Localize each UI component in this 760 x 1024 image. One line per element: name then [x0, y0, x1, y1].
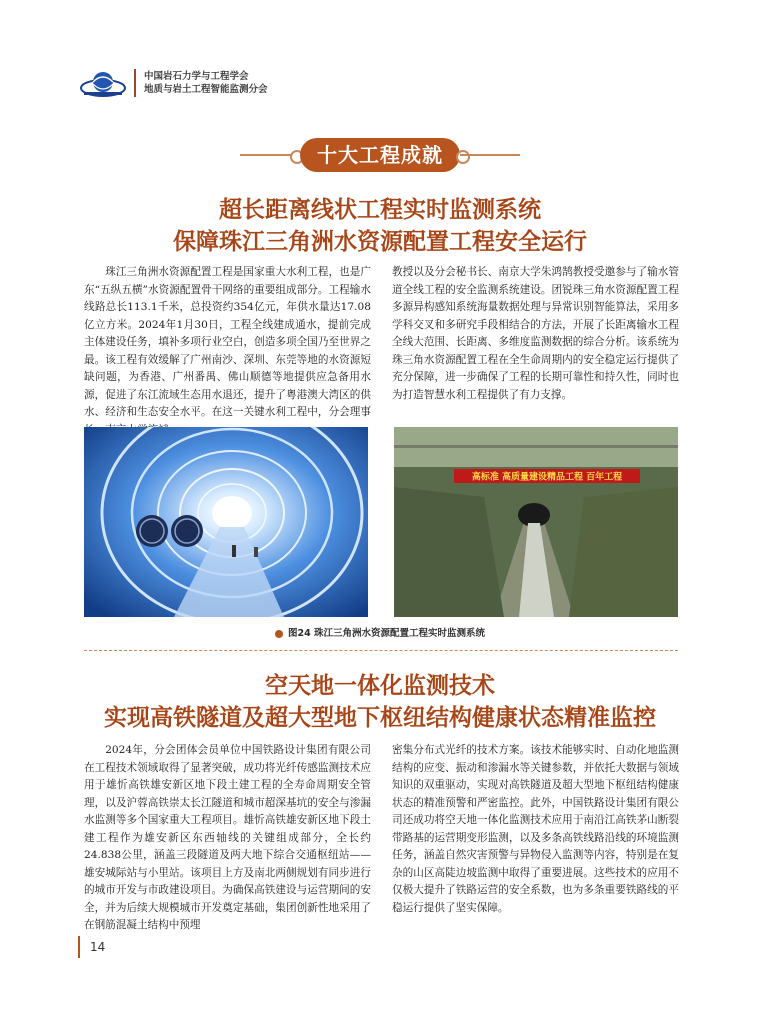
- tunnel-illustration: [84, 427, 368, 617]
- page-number: 14: [90, 940, 106, 954]
- tunnel-portal-illustration: [394, 427, 678, 617]
- slogan-banner-text: 高标准 高质量建设精品工程 百年工程: [471, 472, 623, 483]
- article2-paragraph2: 密集分布式光纤的技术方案。该技术能够实时、自动化地监测结构的应变、振动和渗漏水等关键参数，并依托大数据与领域知识的双重驱动，实现对高铁隧道及超大型地下枢纽结构健康状态的精准预警和严密监控。此外，中国铁路设计集团有限公司还成功将空天地一体化监测技术应用于南沿江高铁茅山断裂带路基的运营期变形监测，以及多条高铁线路沿线的环境监测任务，涵盖自然灾害预警与异物侵入监测等内容，特别是在复杂的山区高陡边坡监测中取得了重要进展。这些技术的应用不仅极大提升了铁路运营的安全系数，也为多条重要铁路线的平稳运行提供了坚实保障。: [392, 744, 679, 914]
- article1-title-line1: 超长距离线状工程实时监测系统: [219, 197, 541, 223]
- page-number-bar: [78, 936, 80, 958]
- badge-line-right: [460, 154, 520, 156]
- tunnel-portal-photo: [394, 427, 678, 617]
- figure-caption: [0, 625, 760, 639]
- section-badge-area: [150, 128, 610, 180]
- article1-column2: [392, 264, 679, 404]
- article1-column1: [84, 264, 371, 439]
- journal-header: [78, 66, 268, 100]
- org-line-1: 中国岩石力学与工程学会: [144, 71, 249, 82]
- tunnel-interior-photo: [84, 427, 368, 617]
- caption-text: 图24 珠江三角洲水资源配置工程实时监测系统: [287, 628, 486, 639]
- organization-name: [144, 70, 268, 96]
- caption-bullet-icon: [275, 630, 283, 638]
- article1-paragraph2: 教授以及分会秘书长、南京大学朱鸿鹄教授受邀参与了输水管道全线工程的安全监测系统建设。团锐珠三角水资源配置工程多源异构感知系统海量数据处理与异常识别智能算法，采用多学科交叉和多研究手段相结合的方法，开展了长距离输水工程全线大范围、长距离、多维度监测数据的综合分析。该系统为珠三角水资源配置工程在全生命周期内的安全稳定运行提供了充分保障，进一步确保了工程的长期可靠性和持久性，同时也为打造智慧水利工程提供了有力支撑。: [392, 266, 679, 401]
- section-divider: [84, 650, 678, 651]
- article2-title-line1: 空天地一体化监测技术: [265, 673, 495, 699]
- section-badge: 十大工程成就: [300, 138, 460, 172]
- badge-dot-right: [456, 150, 470, 164]
- society-logo-icon: [78, 68, 128, 98]
- org-line-2: 地质与岩土工程智能监测分会: [144, 84, 268, 95]
- article2-column1: [84, 742, 371, 935]
- article2-paragraph1: 2024年，分会团体会员单位中国铁路设计集团有限公司在工程技术领域取得了显著突破，成功将光纤传感监测技术应用于雄忻高铁雄安新区地下段土建工程的全寿命周期安全管理，以及沪蓉高铁崇太长江隧道和城市超深基坑的安全与渗漏水监测等多个国家重大工程项目。雄忻高铁雄安新区地下段土建工程作为雄安新区东西轴线的关键组成部分，全长约24.838公里，涵盖三段隧道及两大地下综合交通枢纽站——雄安城际站与小里站。该项目上方及南北两侧规划有同步进行的城市开发与市政建设项目。为确保高铁建设与运营期间的安全，并为后续大规模城市开发奠定基础，集团创新性地采用了在钢筋混凝土结构中预埋: [84, 744, 371, 931]
- article2-title-line2: 实现高铁隧道及超大型地下枢纽结构健康状态精准监控: [104, 705, 656, 731]
- header-divider: [134, 69, 136, 97]
- article2-column2: [392, 742, 679, 917]
- article1-paragraph1: 珠江三角洲水资源配置工程是国家重大水利工程，也是广东“五纵五横”水资源配置骨干网络的重要组成部分。工程输水线路总长113.1千米，总投资约354亿元，年供水量达17.08亿立方米。2024年1月30日，工程全线建成通水，提前完成主体建设任务，填补多项行业空白，创造多项全国乃至世界之最。该工程有效缓解了广州南沙、深圳、东莞等地的水资源短缺问题，为香港、广州番禺、佛山顺德等地提供应急备用水源，促进了东江流域生态用水退还，提升了粤港澳大湾区的供水、经济和生态安全水平。在这一关键水利工程中，分会理事: [84, 266, 371, 418]
- article1-title-line2: 保障珠江三角洲水资源配置工程安全运行: [173, 229, 587, 255]
